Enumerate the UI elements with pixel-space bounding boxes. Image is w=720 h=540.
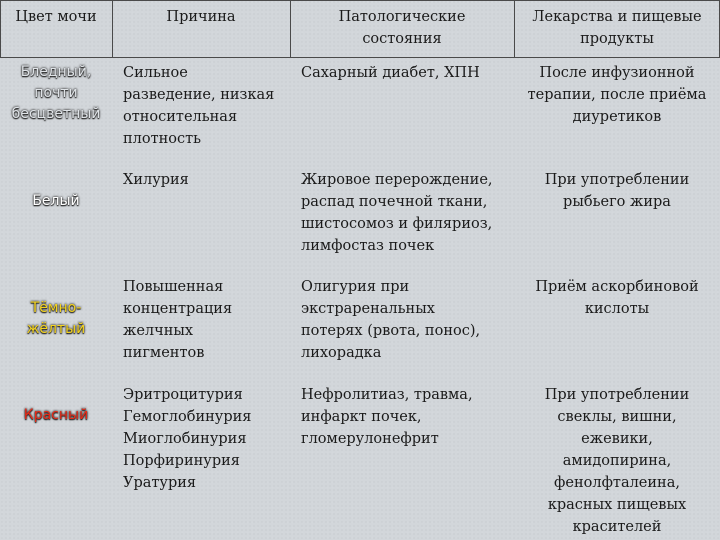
header-cause: Причина (166, 9, 236, 25)
header-urine-color: Цвет мочи (15, 9, 97, 25)
cause-cell: Хилурия (123, 172, 189, 188)
drugs-cell: При употреблении свеклы, вишни, ежевики, амидопирина, фенолфталеина, красных пищевых красителей (544, 387, 690, 535)
drugs-cell: При употреблении рыбьего жира (544, 172, 690, 210)
conditions-cell: Олигурия при экстраренальных потерях (рвота, понос), лихорадка (301, 279, 481, 361)
drugs-cell: После инфузионной терапии, после приёма диуретиков (527, 65, 707, 125)
header-drugs-foods: Лекарства и пищевые продукты (532, 9, 702, 47)
drugs-cell: Приём аскорбиновой кислоты (535, 279, 699, 317)
color-label-white: Белый (32, 193, 80, 209)
cause-cell: Эритроцитурия Гемоглобинурия Миоглобинурия Порфиринурия Уратурия (123, 387, 252, 491)
header-conditions: Патологические состояния (338, 9, 466, 47)
conditions-cell: Нефролитиаз, травма, инфаркт почек, гломерулонефрит (301, 387, 473, 447)
conditions-cell: Жировое перерождение, распад почечной ткани, шистосомоз и филяриоз, лимфостаз почек (301, 172, 493, 254)
color-label-red: Красный (23, 407, 89, 423)
cause-cell: Сильное разведение, низкая относительная плотность (123, 65, 275, 147)
header-bottom-border (0, 57, 720, 58)
color-label-dark-yellow: Тёмно- жёлтый (26, 300, 86, 337)
color-label-pale: Бледный, почти бесцветный (11, 64, 101, 122)
conditions-cell: Сахарный диабет, ХПН (301, 65, 480, 81)
cause-cell: Повышенная концентрация желчных пигментов (123, 279, 233, 361)
header-top-border (0, 0, 720, 1)
